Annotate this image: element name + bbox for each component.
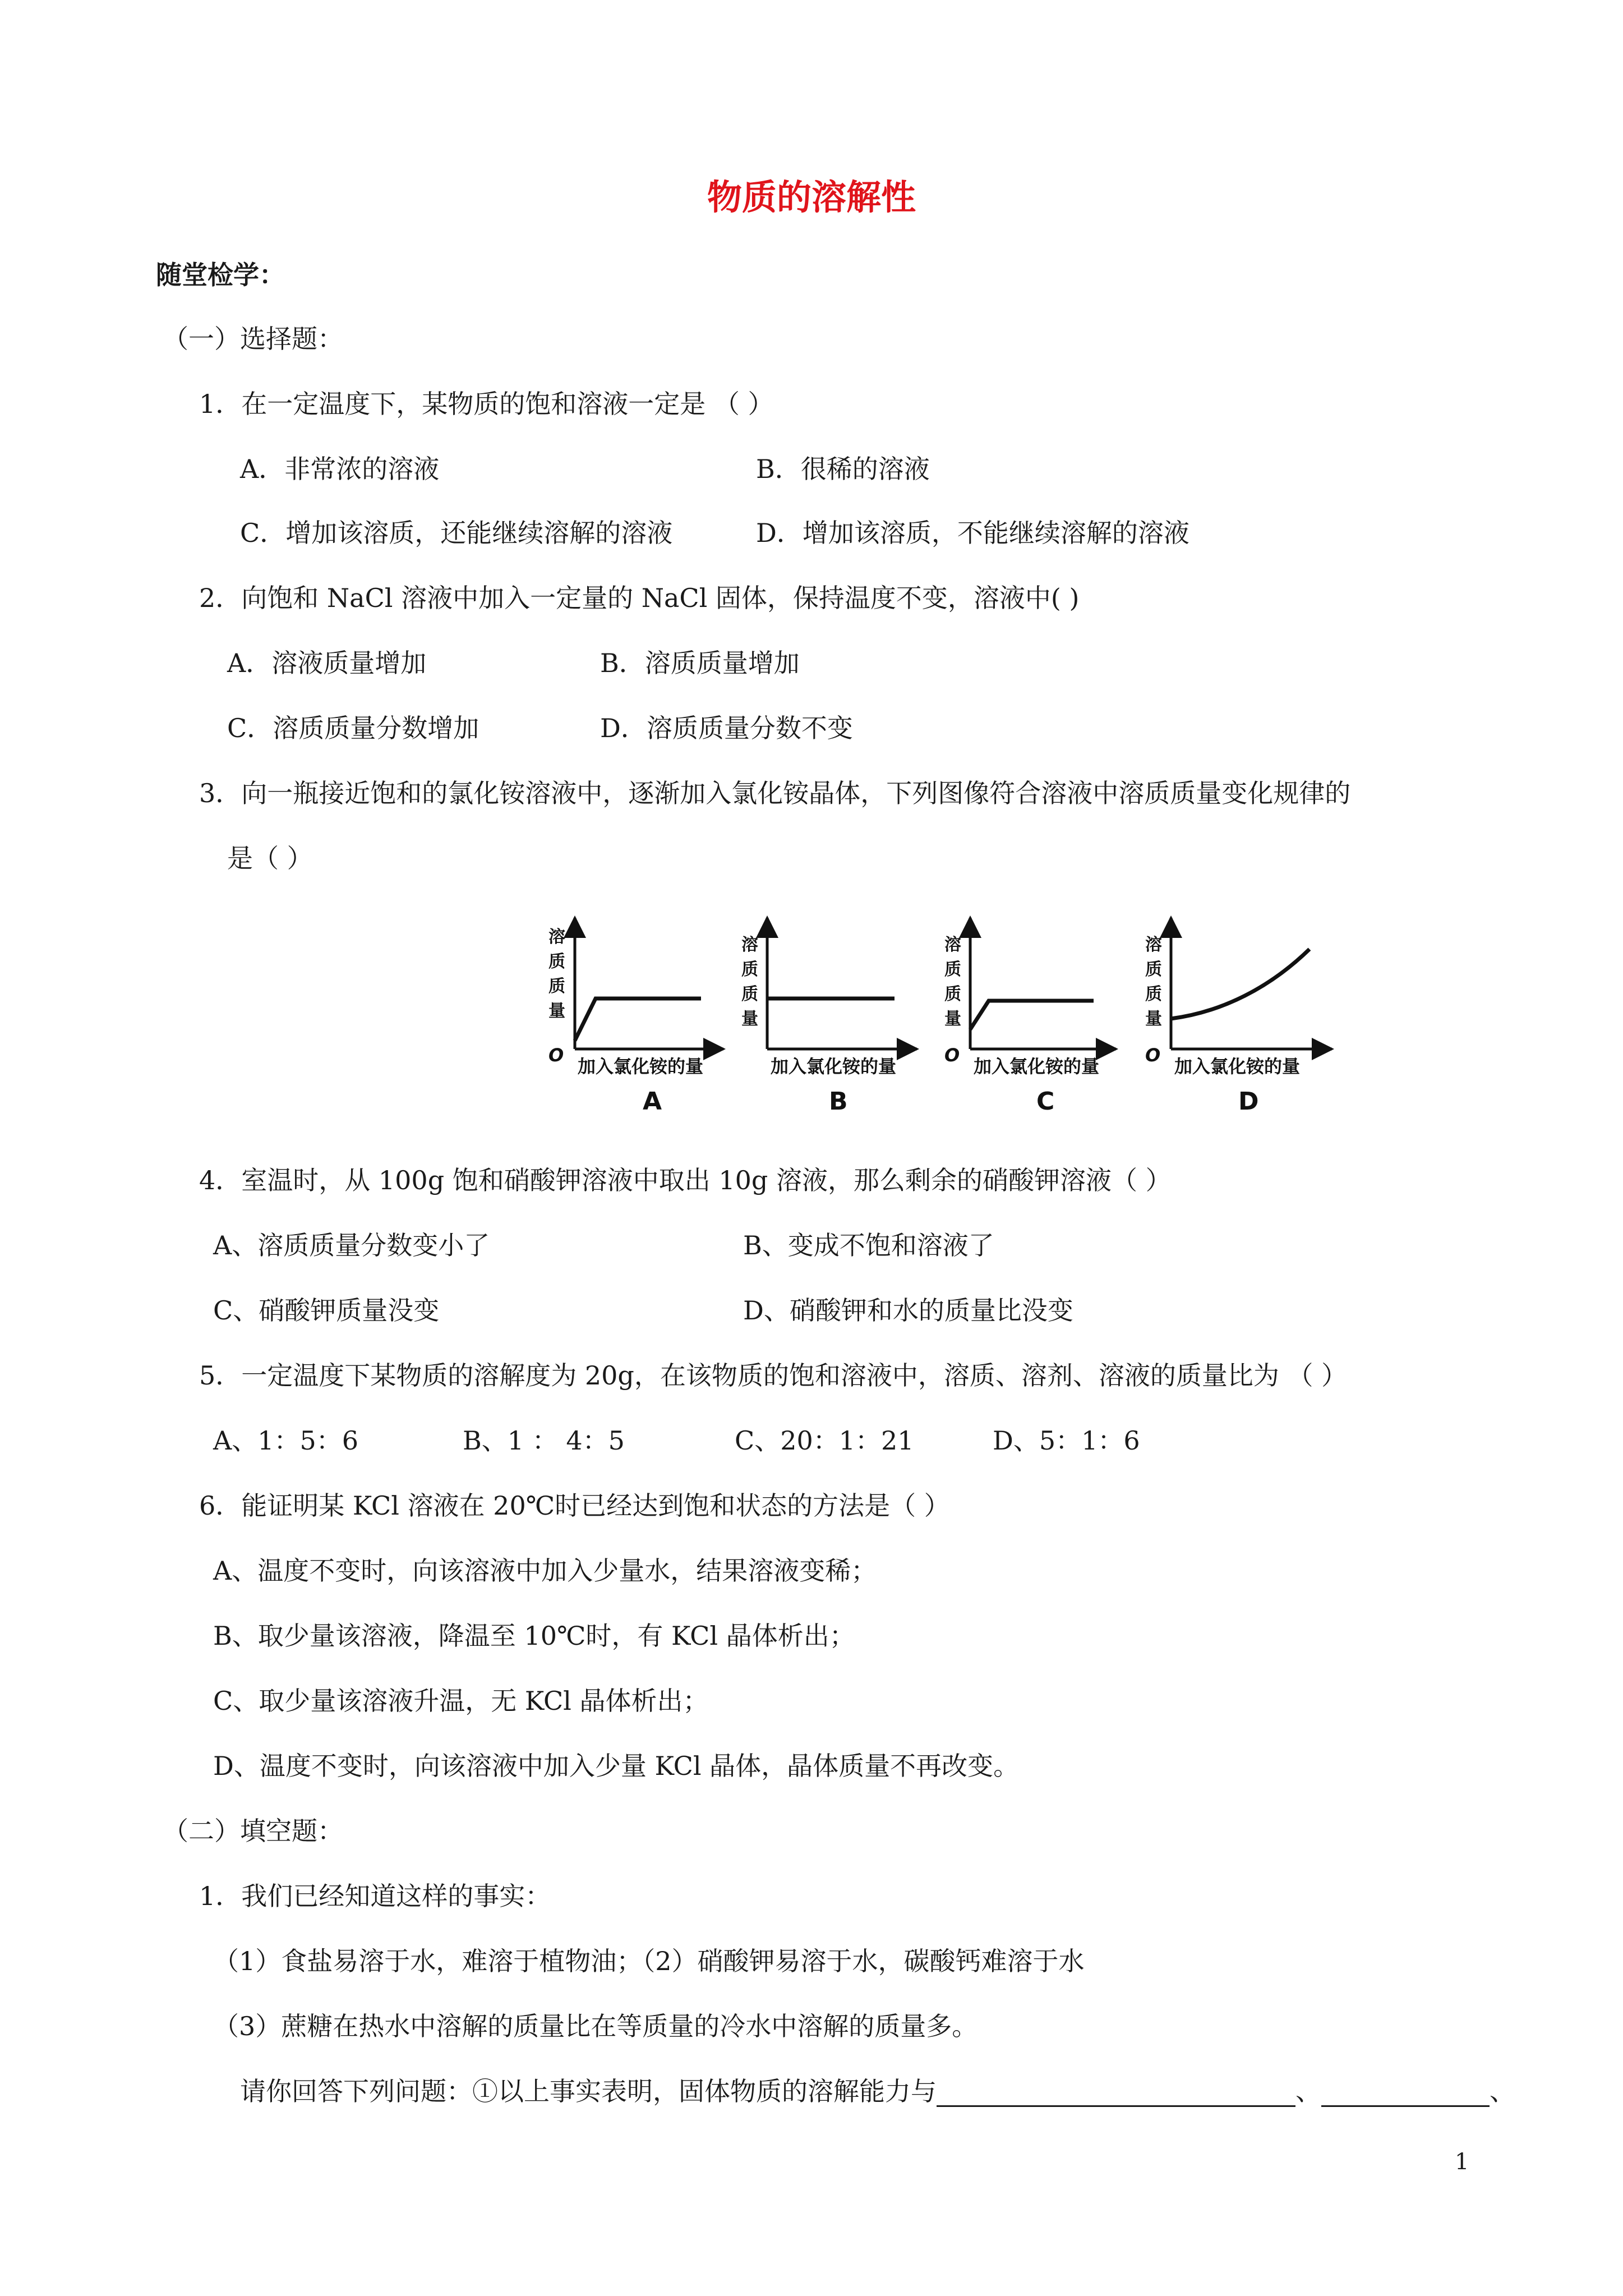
graph-b-ylabel-3: 质 (741, 984, 758, 1004)
graph-d-ylabel-1: 溶 (1145, 935, 1162, 955)
q6-option-d: D、温度不变时，向该溶液中加入少量 KCl 晶体，晶体质量不再改变。 (213, 1751, 1020, 1781)
q1-option-d: D．增加该溶质，不能继续溶解的溶液 (756, 518, 1189, 548)
q2-option-c: C．溶质质量分数增加 (227, 713, 479, 743)
q1-stem: 1．在一定温度下，某物质的饱和溶液一定是 （ ） (199, 389, 774, 419)
graph-c-ylabel-3: 质 (944, 984, 961, 1004)
answer-blank-2[interactable] (1321, 2079, 1490, 2107)
graph-b-letter: B (829, 1087, 848, 1116)
graph-b-xlabel: 加入氯化铵的量 (771, 1056, 897, 1077)
page-number: 1 (1455, 2149, 1469, 2175)
graph-c (944, 918, 1116, 1116)
q1-option-c: C．增加该溶质，还能继续溶解的溶液 (240, 518, 673, 548)
graph-d-ylabel-3: 质 (1145, 984, 1162, 1004)
q4-option-b: B、变成不饱和溶液了 (743, 1230, 994, 1260)
part2-heading: （二）填空题： (163, 1816, 343, 1846)
q3-stem-line1: 3．向一瓶接近饱和的氯化铵溶液中，逐渐加入氯化铵晶体，下列图像符合溶液中溶质质量变化规律的 (199, 778, 1351, 808)
graph-b (741, 918, 917, 1116)
q1-option-a: A．非常浓的溶液 (240, 454, 440, 484)
graph-d-xlabel: 加入氯化铵的量 (1174, 1056, 1301, 1077)
q6-option-a: A、温度不变时，向该溶液中加入少量水，结果溶液变稀； (213, 1556, 877, 1586)
graph-c-ylabel-4: 量 (944, 1009, 961, 1029)
graph-a-ylabel-1: 溶 (548, 927, 565, 947)
q6-option-b: B、取少量该溶液，降温至 10℃时，有 KCl 晶体析出； (213, 1621, 855, 1651)
q5-option-a: A、1：5：6 (213, 1425, 359, 1456)
graph-a-origin: O (548, 1045, 564, 1066)
fill-q1-stem: 1．我们已经知道这样的事实： (199, 1881, 551, 1911)
graph-d-letter: D (1238, 1087, 1259, 1116)
answer-blank-1[interactable] (937, 2079, 1295, 2107)
graph-a-xlabel: 加入氯化铵的量 (578, 1056, 704, 1077)
q2-option-a: A．溶液质量增加 (227, 648, 427, 678)
q3-stem-line2: 是（ ） (227, 843, 313, 873)
q6-option-c: C、取少量该溶液升温，无 KCl 晶体析出； (213, 1686, 709, 1716)
graph-d-origin: O (1145, 1045, 1161, 1066)
graph-b-ylabel-4: 量 (741, 1009, 758, 1029)
graph-b-ylabel-2: 质 (741, 960, 758, 979)
graph-a-ylabel-3: 质 (548, 977, 565, 996)
graph-b-ylabel-1: 溶 (741, 935, 758, 955)
q4-stem: 4．室温时，从 100g 饱和硝酸钾溶液中取出 10g 溶液，那么剩余的硝酸钾溶液（ ） (199, 1165, 1172, 1195)
q4-option-d: D、硝酸钾和水的质量比没变 (743, 1295, 1073, 1326)
q1-option-b: B．很稀的溶液 (756, 454, 930, 484)
q5-option-b: B、1 ： 4：5 (463, 1425, 625, 1456)
section-heading: 随堂检学： (156, 260, 285, 290)
fill-q1-fact-3: （3）蔗糖在热水中溶解的质量比在等质量的冷水中溶解的质量多。 (213, 2011, 978, 2041)
q2-option-d: D．溶质质量分数不变 (600, 713, 853, 743)
q2-option-b: B．溶质质量增加 (600, 648, 800, 678)
q3-graphs-figure (533, 909, 1363, 1122)
graph-a-letter: A (643, 1087, 662, 1116)
graph-c-ylabel-1: 溶 (944, 935, 961, 955)
part1-heading: （一）选择题： (163, 324, 343, 354)
graph-c-letter: C (1036, 1087, 1055, 1116)
graph-c-xlabel: 加入氯化铵的量 (974, 1056, 1100, 1077)
q5-option-c: C、20：1：21 (735, 1425, 914, 1456)
fill-q1-fact-1-2: （1）食盐易溶于水，难溶于植物油；（2）硝酸钾易溶于水，碳酸钙难溶于水 (213, 1946, 1085, 1976)
q5-option-d: D、5：1：6 (993, 1425, 1140, 1456)
q4-option-a: A、溶质质量分数变小了 (213, 1230, 490, 1260)
fill-q1-prompt: 请你回答下列问题：①以上事实表明，固体物质的溶解能力与 (240, 2076, 937, 2106)
graph-d-ylabel-4: 量 (1145, 1009, 1162, 1029)
graph-a-ylabel-2: 质 (548, 952, 565, 972)
graph-c-origin: O (944, 1045, 960, 1066)
q6-stem: 6．能证明某 KCl 溶液在 20℃时已经达到饱和状态的方法是（ ） (199, 1490, 950, 1521)
blank-separator-1: 、 (1295, 2076, 1321, 2106)
graph-d (1145, 918, 1332, 1116)
graph-c-ylabel-2: 质 (944, 960, 961, 979)
graph-a (548, 918, 723, 1116)
q2-stem: 2．向饱和 NaCl 溶液中加入一定量的 NaCl 固体，保持温度不变，溶液中( ) (199, 583, 1080, 613)
graph-d-ylabel-2: 质 (1145, 960, 1162, 979)
q4-option-c: C、硝酸钾质量没变 (213, 1295, 440, 1326)
q5-stem: 5．一定温度下某物质的溶解度为 20g，在该物质的饱和溶液中，溶质、溶剂、溶液的质量比为 （ ） (199, 1360, 1348, 1391)
graph-a-ylabel-4: 量 (548, 1001, 565, 1021)
fill-q1-prompt-line (240, 2076, 1515, 2107)
blank-separator-2: 、 (1490, 2076, 1515, 2106)
page-title: 物质的溶解性 (707, 177, 916, 218)
